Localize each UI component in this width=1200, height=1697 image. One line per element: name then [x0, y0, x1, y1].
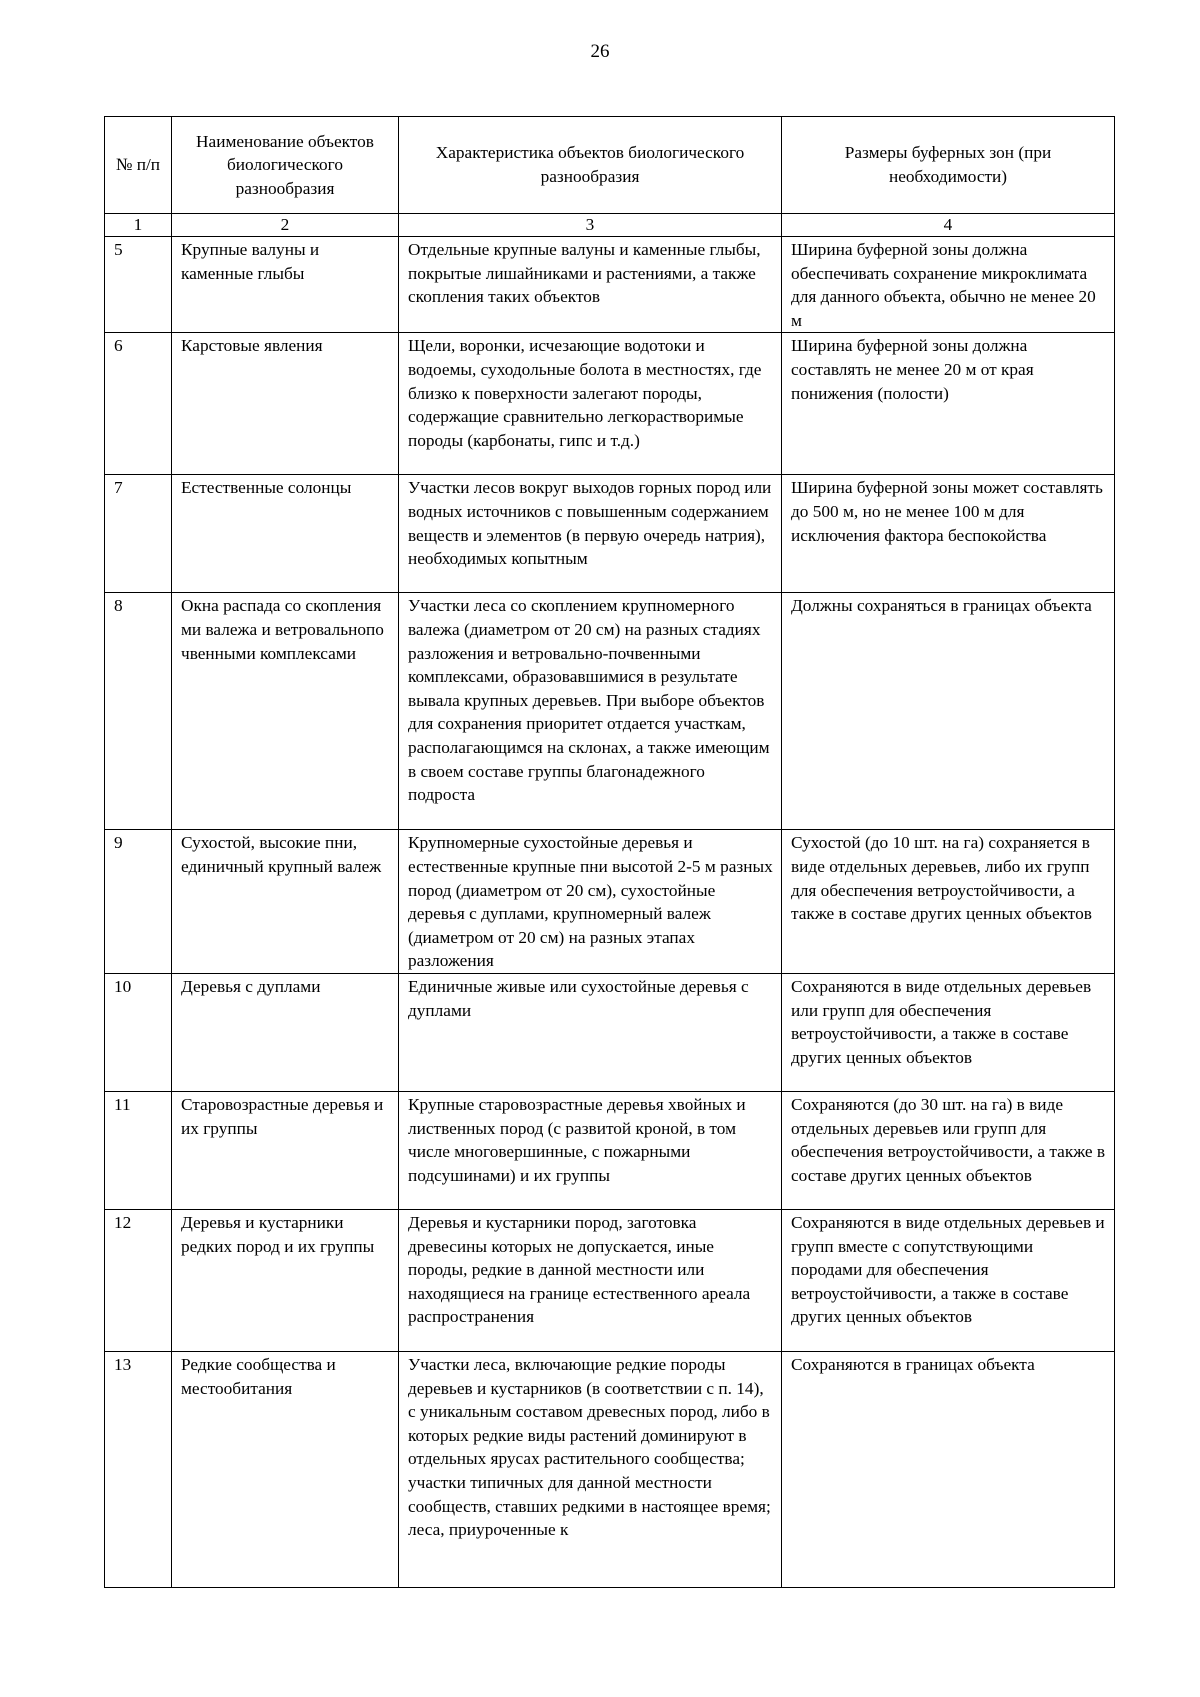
object-description: Деревья и кустарники пород, заготовка древесины которых не допускается, иные породы, редкие в данной местности или находящиеся на границе естественного ареала распространения — [399, 1209, 782, 1351]
row-number: 13 — [105, 1351, 172, 1587]
buffer-size: Сохраняются в виде отдельных деревьев или групп для обеспечения ветроустойчивости, а также в составе других ценных объектов — [782, 973, 1115, 1091]
buffer-size: Должны сохраняться в границах объекта — [782, 593, 1115, 830]
object-name: Окна распада со скоплениями валежа и ветровальнопочвенными комплексами — [172, 593, 399, 830]
object-name: Старовозрастные деревья и их группы — [172, 1091, 399, 1209]
header-number: № п/п — [105, 117, 172, 214]
object-name: Редкие сообщества и местообитания — [172, 1351, 399, 1587]
header-buffer-size: Размеры буферных зон (при необходимости) — [782, 117, 1115, 214]
row-number: 8 — [105, 593, 172, 830]
object-description: Щели, воронки, исчезающие водотоки и водоемы, суходольные болота в местностях, где близко к поверхности залегают породы, содержащие сравнительно легкорастворимые породы (карбонаты, гипс и т.д.) — [399, 333, 782, 475]
row-number: 5 — [105, 237, 172, 333]
object-name: Деревья и кустарники редких пород и их группы — [172, 1209, 399, 1351]
object-name: Деревья с дуплами — [172, 973, 399, 1091]
object-description: Крупные старовозрастные деревья хвойных и лиственных пород (с развитой кроной, в том числе многовершинные, с пожарными подсушинами) и их группы — [399, 1091, 782, 1209]
buffer-size: Сохраняются в виде отдельных деревьев и групп вместе с сопутствующими породами для обеспечения ветроустойчивости, а также в составе других ценных объектов — [782, 1209, 1115, 1351]
table-body — [105, 237, 1115, 1588]
biodiversity-table — [104, 116, 1115, 1588]
table-row — [105, 475, 1115, 593]
object-description: Отдельные крупные валуны и каменные глыбы, покрытые лишайниками и растениями, а также скопления таких объектов — [399, 237, 782, 333]
column-number-row — [105, 214, 1115, 237]
header-characteristics: Характеристика объектов биологического разнообразия — [399, 117, 782, 214]
buffer-size: Ширина буферной зоны может составлять до 500 м, но не менее 100 м для исключения фактора беспокойства — [782, 475, 1115, 593]
object-description: Крупномерные сухостойные деревья и естественные крупные пни высотой 2-5 м разных пород (диаметром от 20 см), сухостойные деревья с дуплами, крупномерный валеж (диаметром от 20 см) на разных этапах разложения — [399, 830, 782, 974]
table-row — [105, 1091, 1115, 1209]
row-number: 9 — [105, 830, 172, 974]
table-row — [105, 593, 1115, 830]
buffer-size: Ширина буферной зоны должна составлять не менее 20 м от края понижения (полости) — [782, 333, 1115, 475]
table-row — [105, 973, 1115, 1091]
table-row — [105, 830, 1115, 974]
object-description: Участки леса со скоплением крупномерного валежа (диаметром от 20 см) на разных стадиях разложения и ветровально-почвенными комплексами, образовавшимися в результате вывала крупных деревьев. При выборе объектов для сохранения приоритет отдается участкам, располагающимся на склонах, а также имеющим в своем составе группы благонадежного подроста — [399, 593, 782, 830]
object-description: Участки лесов вокруг выходов горных пород или водных источников с повышенным содержанием веществ и элементов (в первую очередь натрия), необходимых копытным — [399, 475, 782, 593]
table-row — [105, 237, 1115, 333]
header-object-name: Наименование объектов биологического разнообразия — [172, 117, 399, 214]
object-name: Карстовые явления — [172, 333, 399, 475]
object-name: Естественные солонцы — [172, 475, 399, 593]
page-number: 26 — [590, 41, 610, 62]
object-name: Сухостой, высокие пни, единичный крупный валеж — [172, 830, 399, 974]
object-name: Крупные валуны и каменные глыбы — [172, 237, 399, 333]
column-number: 1 — [105, 214, 172, 237]
row-number: 10 — [105, 973, 172, 1091]
table-row — [105, 1351, 1115, 1587]
table-row — [105, 1209, 1115, 1351]
buffer-size: Сохраняются (до 30 шт. на га) в виде отдельных деревьев или групп для обеспечения ветроустойчивости, а также в составе других ценных объектов — [782, 1091, 1115, 1209]
row-number: 11 — [105, 1091, 172, 1209]
buffer-size: Сухостой (до 10 шт. на га) сохраняется в виде отдельных деревьев, либо их групп для обеспечения ветроустойчивости, а также в составе других ценных объектов — [782, 830, 1115, 974]
row-number: 12 — [105, 1209, 172, 1351]
buffer-size: Ширина буферной зоны должна обеспечивать сохранение микроклимата для данного объекта, обычно не менее 20 м — [782, 237, 1115, 333]
column-number: 3 — [399, 214, 782, 237]
row-number: 6 — [105, 333, 172, 475]
column-number: 4 — [782, 214, 1115, 237]
row-number: 7 — [105, 475, 172, 593]
column-number: 2 — [172, 214, 399, 237]
table-row — [105, 333, 1115, 475]
object-description: Участки леса, включающие редкие породы деревьев и кустарников (в соответствии с п. 14), с уникальным составом древесных пород, либо в которых редкие виды растений доминируют в отдельных ярусах растительного сообщества; участки типичных для данной местности сообществ, ставших редкими в настоящее время; леса, приуроченные к — [399, 1351, 782, 1587]
buffer-size: Сохраняются в границах объекта — [782, 1351, 1115, 1587]
object-description: Единичные живые или сухостойные деревья с дуплами — [399, 973, 782, 1091]
table-header-row — [105, 117, 1115, 214]
